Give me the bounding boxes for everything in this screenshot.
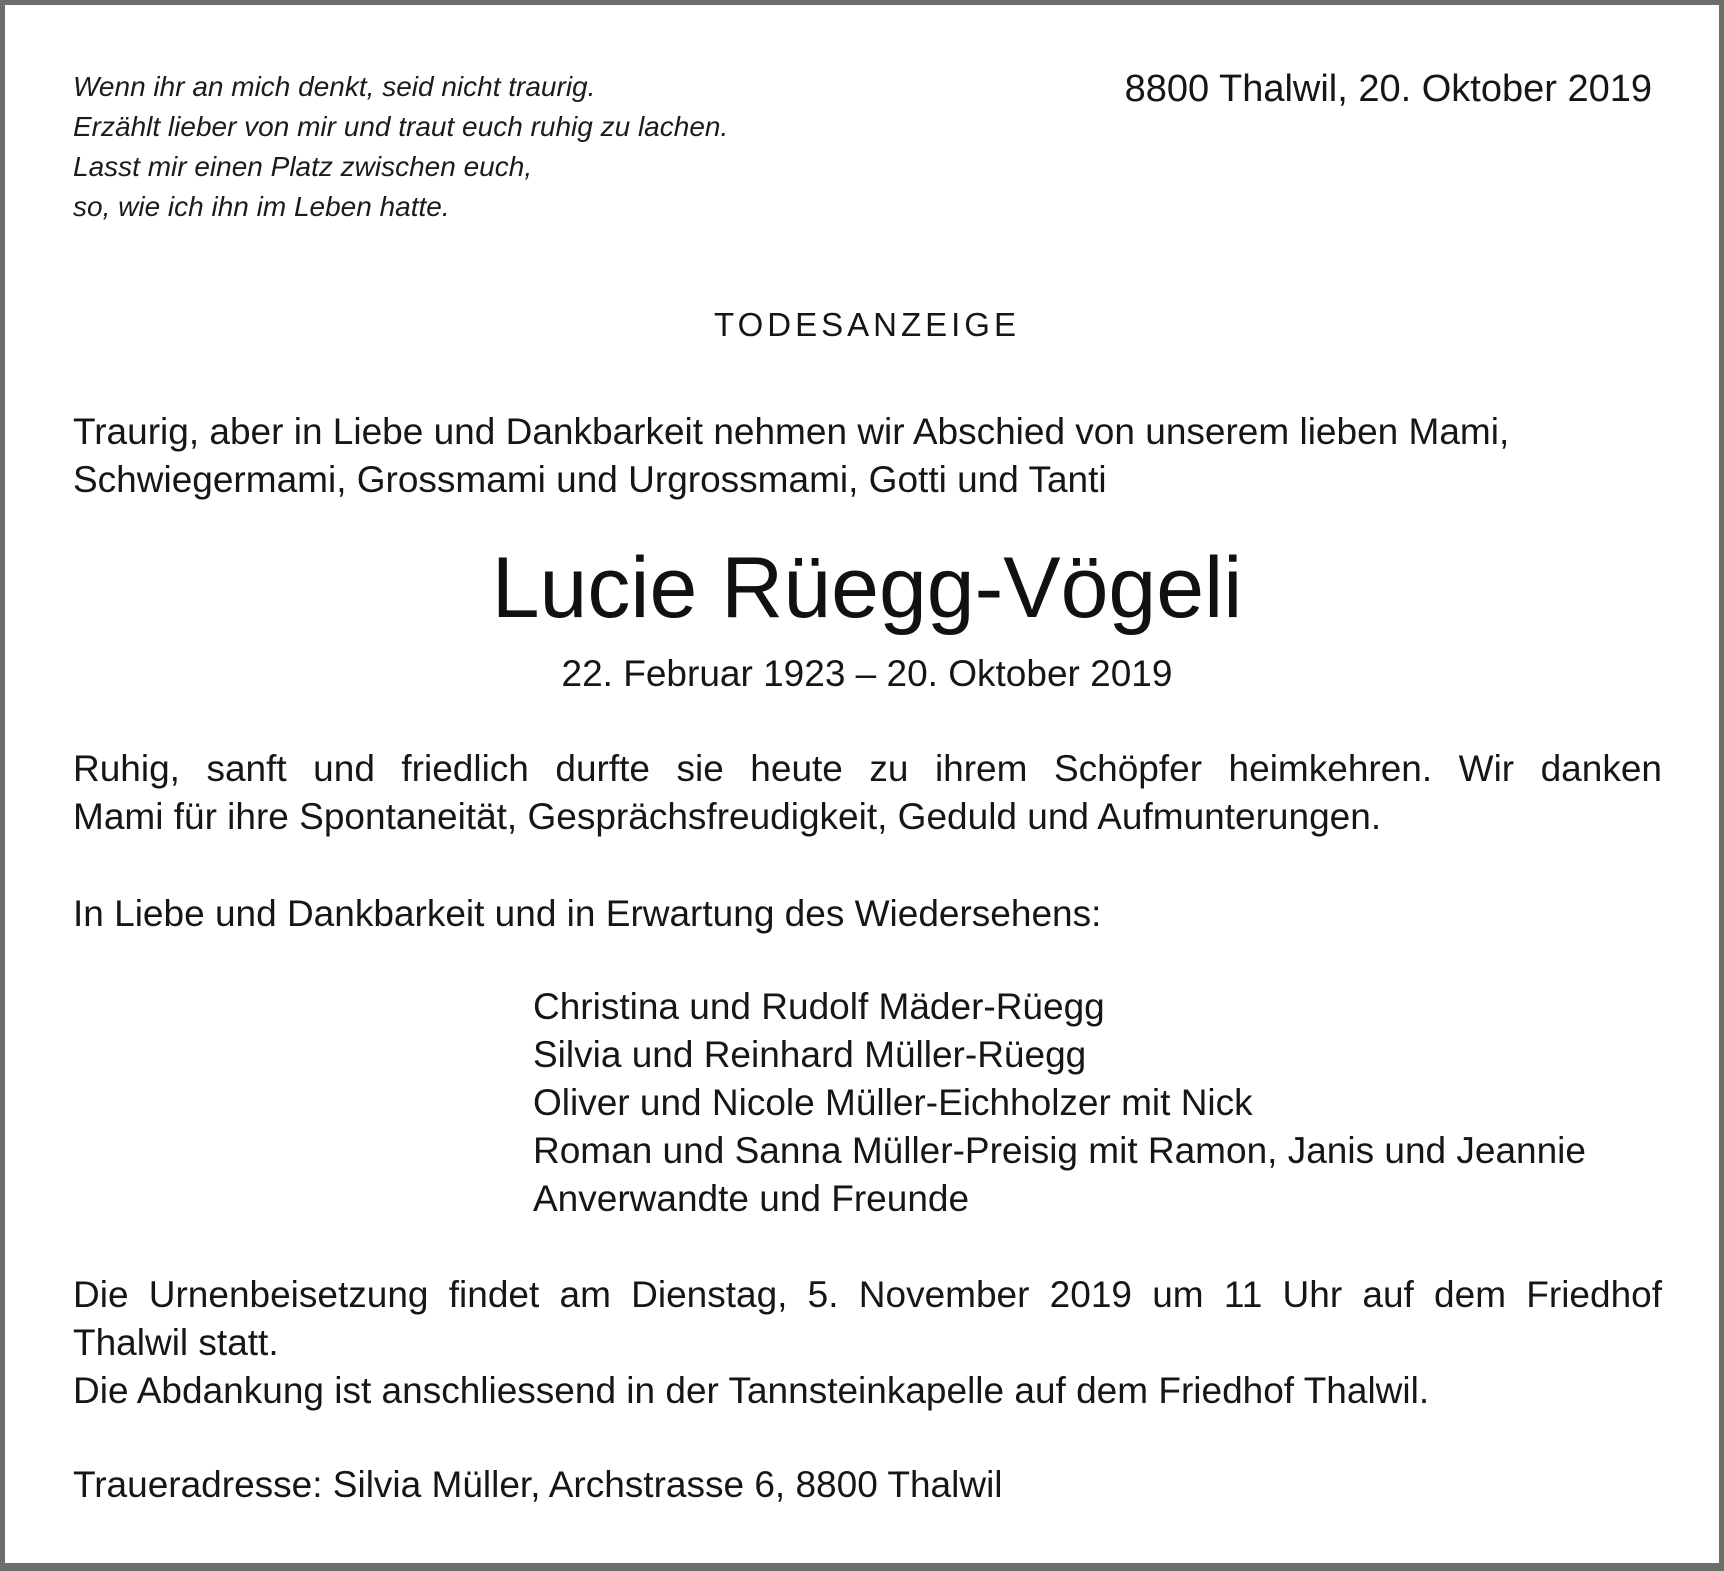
deceased-name: Lucie Rüegg-Vögeli xyxy=(491,540,1243,636)
ceremony-line: Die Urnenbeisetzung findet am Dienstag, 5. November 2019 um 11 Uhr auf dem Friedhof xyxy=(73,1274,1662,1315)
poem-block xyxy=(73,67,728,227)
body-paragraph xyxy=(73,745,1662,841)
mourner-entry: Silvia und Reinhard Müller-Rüegg xyxy=(533,1034,1087,1075)
mourner-entry: Oliver und Nicole Müller-Eichholzer mit Nick xyxy=(533,1082,1253,1123)
intro-text xyxy=(73,408,1662,504)
intro-line: Traurig, aber in Liebe und Dankbarkeit nehmen wir Abschied von unserem lieben Mami, xyxy=(73,411,1510,452)
ceremony-line: Thalwil statt. xyxy=(73,1322,279,1363)
place-date: 8800 Thalwil, 20. Oktober 2019 xyxy=(1124,68,1652,110)
poem-line: so, wie ich ihn im Leben hatte. xyxy=(73,191,450,222)
thanks-line: In Liebe und Dankbarkeit und in Erwartung des Wiedersehens: xyxy=(73,893,1102,934)
mourners-list xyxy=(533,983,1586,1223)
lifespan-dates: 22. Februar 1923 – 20. Oktober 2019 xyxy=(561,653,1173,694)
ceremony-info xyxy=(73,1271,1662,1415)
mourner-entry: Christina und Rudolf Mäder-Rüegg xyxy=(533,986,1105,1027)
poem-line: Lasst mir einen Platz zwischen euch, xyxy=(73,151,533,182)
mourning-address: Traueradresse: Silvia Müller, Archstrasse 6, 8800 Thalwil xyxy=(73,1464,1003,1505)
notice-heading: TODESANZEIGE xyxy=(714,306,1020,343)
mourner-entry: Anverwandte und Freunde xyxy=(533,1178,970,1219)
mourner-entry: Roman und Sanna Müller-Preisig mit Ramon, Janis und Jeannie xyxy=(533,1130,1586,1171)
intro-line: Schwiegermami, Grossmami und Urgrossmami, Gotti und Tanti xyxy=(73,459,1107,500)
ceremony-line: Die Abdankung ist anschliessend in der Tannsteinkapelle auf dem Friedhof Thalwil. xyxy=(73,1370,1430,1411)
poem-line: Erzählt lieber von mir und traut euch ruhig zu lachen. xyxy=(73,111,729,142)
poem-line: Wenn ihr an mich denkt, seid nicht traurig. xyxy=(73,71,596,102)
body-line: Mami für ihre Spontaneität, Gesprächsfreudigkeit, Geduld und Aufmunterungen. xyxy=(73,796,1382,837)
body-line: Ruhig, sanft und friedlich durfte sie heute zu ihrem Schöpfer heimkehren. Wir danken xyxy=(73,748,1662,789)
